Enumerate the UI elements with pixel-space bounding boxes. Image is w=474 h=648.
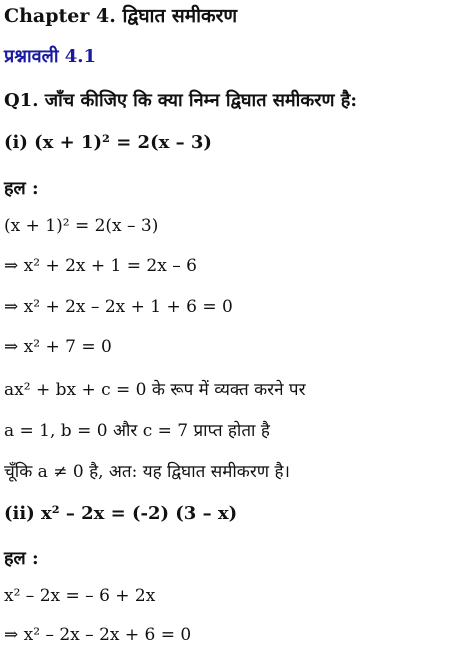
solution-step: ax² + bx + c = 0 के रूप में व्यक्त करने पर [4,380,306,400]
exercise-heading: प्रश्नावली 4.1 [4,46,97,67]
solution-step: ⇒ x² – 2x – 2x + 6 = 0 [4,625,192,645]
part-i-label: (i) (x + 1)² = 2(x – 3) [4,132,212,153]
solution-step: ⇒ x² + 2x – 2x + 1 + 6 = 0 [4,297,233,317]
part-ii-label: (ii) x² – 2x = (-2) (3 – x) [4,503,238,524]
solution-step: (x + 1)² = 2(x – 3) [4,216,159,236]
chapter-title: Chapter 4. द्विघात समीकरण [4,5,238,27]
solution-step: x² – 2x = – 6 + 2x [4,586,156,606]
solution-step: चूँकि a ≠ 0 है, अत: यह द्विघात समीकरण है। [4,462,290,482]
solution-label: हल : [4,178,39,199]
solution-step: ⇒ x² + 7 = 0 [4,337,112,357]
question-text: Q1. जाँच कीजिए कि क्या निम्न द्विघात समीकरण है: [4,90,358,111]
solution-step: a = 1, b = 0 और c = 7 प्राप्त होता है [4,421,270,441]
solution-step: ⇒ x² + 2x + 1 = 2x – 6 [4,256,197,276]
solution-label: हल : [4,548,39,569]
